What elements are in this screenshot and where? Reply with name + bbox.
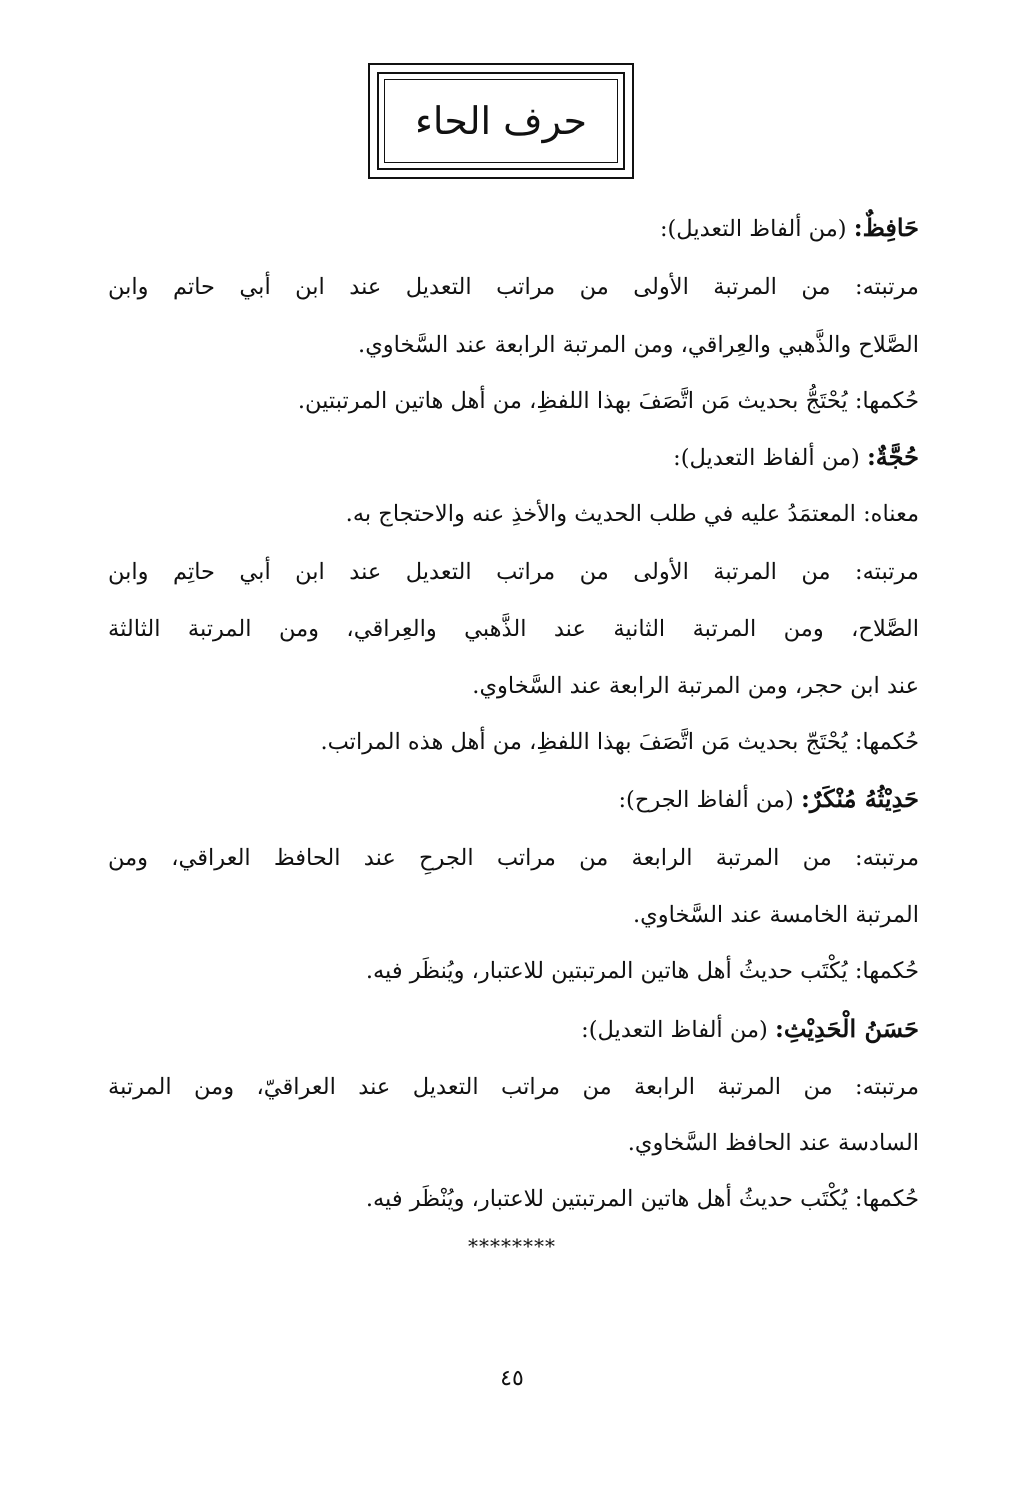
page-number: ٤٥: [500, 1366, 524, 1391]
entry-category: (من ألفاظ الجرح):: [618, 787, 794, 813]
entry-category: (من ألفاظ التعديل):: [581, 1017, 768, 1043]
entry-line: السادسة عند الحافظ السَّخاوي.: [627, 1130, 919, 1156]
chapter-title-frame: [368, 63, 634, 179]
entry-term: حَافِظٌ:: [853, 213, 919, 242]
entry-line: حُكمها: يُكْتَب حديثُ أهل هاتين المرتبتين للاعتبار، ويُنْظَر فيه.: [365, 1186, 919, 1212]
entry-heading: [108, 437, 919, 477]
entry-term: حَدِيْثُهُ مُنْكَرٌ:: [800, 784, 919, 813]
entry-line: المرتبة الخامسة عند السَّخاوي.: [633, 902, 919, 928]
entry-category: (من ألفاظ التعديل):: [659, 216, 847, 242]
entry-line: مرتبته: من المرتبة الأولى من مراتب التعديل عند ابن أبي حاتِم وابن: [108, 559, 919, 585]
entry-line: معناه: المعتمَدُ عليه في طلب الحديث والأخذِ عنه والاحتجاج به.: [345, 501, 919, 527]
chapter-title: حرف الحاء: [414, 99, 588, 143]
section-separator: ********: [468, 1234, 556, 1258]
entry-line: حُكمها: يُحْتَجُّ بحديث مَن اتَّصَفَ بهذا اللفظِ، من أهل هاتين المرتبتين.: [297, 388, 919, 414]
entry-heading: [108, 1009, 919, 1049]
entry-line: الصَّلاح والذَّهبي والعِراقي، ومن المرتبة الرابعة عند السَّخاوي.: [358, 332, 919, 358]
entry-category: (من ألفاظ التعديل):: [673, 445, 860, 471]
entry-line: الصَّلاح، ومن المرتبة الثانية عند الذَّهبي والعِراقي، ومن المرتبة الثالثة: [108, 616, 919, 642]
entry-line: مرتبته: من المرتبة الرابعة من مراتب التعديل عند العراقيّ، ومن المرتبة: [108, 1074, 919, 1100]
entry-line: حُكمها: يُكْتَب حديثُ أهل هاتين المرتبتين للاعتبار، ويُنظَر فيه.: [365, 958, 919, 984]
entry-line: مرتبته: من المرتبة الأولى من مراتب التعديل عند ابن أبي حاتم وابن: [108, 274, 919, 300]
entry-line: مرتبته: من المرتبة الرابعة من مراتب الجرحِ عند الحافظ العراقي، ومن: [108, 845, 919, 871]
entry-heading: [108, 208, 919, 248]
entry-heading: [108, 779, 919, 819]
title-frame-innermost-border: [384, 79, 618, 163]
entry-line: حُكمها: يُحْتَجّ بحديث مَن اتَّصَفَ بهذا اللفظِ، من أهل هذه المراتب.: [320, 729, 919, 755]
title-frame-inner-border: [377, 72, 625, 170]
entry-term: حُجَّةٌ:: [866, 442, 919, 471]
entry-line: عند ابن حجر، ومن المرتبة الرابعة عند السَّخاوي.: [472, 673, 919, 699]
entry-term: حَسَنُ الْحَدِيْثِ:: [774, 1014, 919, 1043]
